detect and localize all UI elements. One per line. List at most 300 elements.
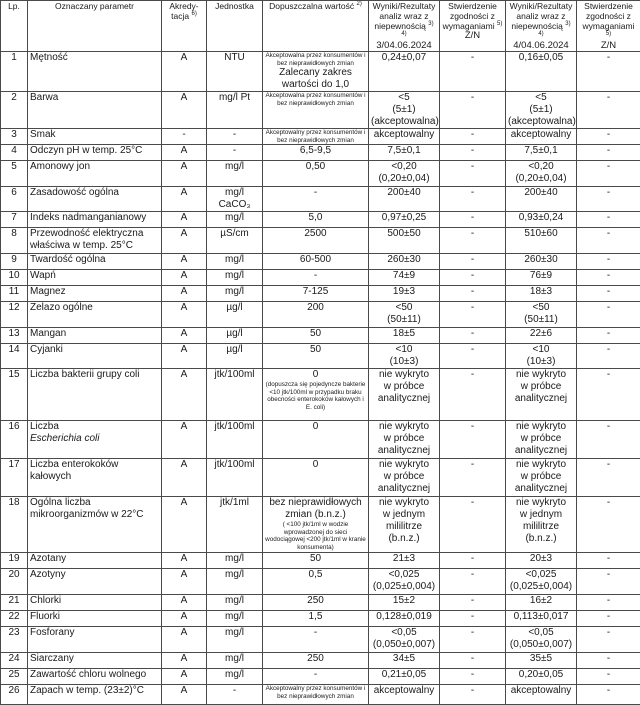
accreditation-value: A: [181, 328, 188, 339]
conformity-value: -: [607, 328, 610, 339]
conformity-value: -: [471, 685, 474, 696]
limit-value: 200: [265, 302, 366, 314]
conformity-value: -: [607, 286, 610, 297]
cell-conformity-2: [577, 187, 640, 212]
cell-conformity-1: [440, 270, 506, 286]
cell-conformity-2: [577, 553, 640, 569]
cell-parameter: [28, 129, 162, 145]
cell-result-2: [506, 145, 577, 161]
row-number: 21: [8, 595, 19, 606]
cell-unit: [207, 459, 263, 497]
cell-limit: [263, 270, 369, 286]
result-value: 74±9: [371, 270, 437, 282]
cell-accreditation: [162, 129, 207, 145]
result-value: <10: [508, 344, 574, 356]
cell-conformity-2: [577, 344, 640, 369]
result-value: 18±5: [371, 328, 437, 340]
cell-conformity-2: [577, 497, 640, 553]
cell-result-1: [369, 52, 440, 92]
limit-value: 1,5: [265, 611, 366, 623]
accreditation-value: A: [181, 497, 188, 508]
table-row: [1, 627, 640, 653]
cell-parameter: [28, 497, 162, 553]
table-row: [1, 344, 640, 369]
row-number: 22: [8, 611, 19, 622]
cell-limit: [263, 344, 369, 369]
result-value: 7,5±0,1: [371, 145, 437, 157]
accreditation-value: A: [181, 653, 188, 664]
parameter-name: Cyjanki: [30, 344, 159, 356]
cell-result-1: [369, 187, 440, 212]
accreditation-value: A: [181, 161, 188, 172]
accreditation-value: A: [181, 569, 188, 580]
unit-value: mg/l: [225, 270, 244, 281]
result-value: (5±1): [371, 104, 437, 116]
result-value: (5±1): [508, 104, 574, 116]
cell-accreditation: [162, 254, 207, 270]
result-value: (50±11): [371, 314, 437, 326]
cell-result-2: [506, 421, 577, 459]
unit-value: µg/l: [226, 328, 242, 339]
cell-lp: [1, 685, 28, 705]
result-value: (0,050±0,007): [508, 639, 574, 651]
cell-lp: [1, 421, 28, 459]
cell-conformity-1: [440, 129, 506, 145]
cell-conformity-1: [440, 161, 506, 187]
result-value: nie wykryto: [508, 421, 574, 433]
conformity-value: -: [607, 611, 610, 622]
result-value: w próbce: [371, 381, 437, 393]
cell-accreditation: [162, 569, 207, 595]
table-row: [1, 459, 640, 497]
result-value: analitycznej: [508, 445, 574, 457]
conformity-value: -: [607, 653, 610, 664]
cell-limit: [263, 254, 369, 270]
conformity-value: -: [471, 254, 474, 265]
unit-value: jtk/100ml: [214, 421, 254, 432]
result-value: (0,025±0,004): [508, 581, 574, 593]
accreditation-value: A: [181, 254, 188, 265]
unit-value: mg/l CaCO₃: [219, 187, 251, 210]
cell-accreditation: [162, 459, 207, 497]
cell-lp: [1, 254, 28, 270]
result-value: (b.n.z.): [371, 533, 437, 545]
conformity-value: -: [607, 145, 610, 156]
row-number: 8: [11, 228, 17, 239]
table-row: [1, 669, 640, 685]
parameter-name: Odczyn pH w temp. 25°C: [30, 145, 159, 157]
cell-limit: [263, 653, 369, 669]
limit-value: -: [265, 270, 366, 282]
result-value: 7,5±0,1: [508, 145, 574, 157]
unit-value: mg/l: [225, 569, 244, 580]
cell-unit: [207, 145, 263, 161]
result-value: 20±3: [508, 553, 574, 565]
cell-result-1: [369, 553, 440, 569]
unit-value: mg/l: [225, 553, 244, 564]
conformity-value: -: [607, 187, 610, 198]
conformity-value: -: [471, 369, 474, 380]
limit-value: Akceptowalna przez konsumentów i bez nieprawidłowych zmian: [265, 52, 366, 67]
cell-accreditation: [162, 52, 207, 92]
conformity-value: -: [471, 569, 474, 580]
result-value: akceptowalny: [371, 685, 437, 697]
result-value: w jednym: [508, 509, 574, 521]
accreditation-value: A: [181, 669, 188, 680]
result-value: nie wykryto: [508, 497, 574, 509]
result-value: 0,21±0,05: [371, 669, 437, 681]
table-row: [1, 369, 640, 421]
unit-value: mg/l: [225, 611, 244, 622]
cell-limit: [263, 212, 369, 228]
cell-unit: [207, 52, 263, 92]
cell-parameter: [28, 369, 162, 421]
cell-result-1: [369, 302, 440, 328]
result-value: 0,24±0,07: [371, 52, 437, 64]
cell-unit: [207, 421, 263, 459]
cell-result-2: [506, 685, 577, 705]
header-accreditation: Akredy- tacja $^{6)}$: [162, 1, 207, 52]
cell-unit: [207, 328, 263, 344]
cell-lp: [1, 228, 28, 254]
cell-result-2: [506, 302, 577, 328]
cell-conformity-1: [440, 52, 506, 92]
unit-value: mg/l: [225, 627, 244, 638]
result-value: 35±5: [508, 653, 574, 665]
cell-conformity-2: [577, 270, 640, 286]
cell-conformity-2: [577, 254, 640, 270]
cell-conformity-1: [440, 685, 506, 705]
cell-result-2: [506, 92, 577, 129]
accreditation-value: A: [181, 286, 188, 297]
table-row: [1, 685, 640, 705]
cell-lp: [1, 595, 28, 611]
table-row: [1, 52, 640, 92]
conformity-value: -: [607, 92, 610, 103]
cell-conformity-2: [577, 421, 640, 459]
result-value: w próbce: [371, 471, 437, 483]
cell-result-1: [369, 92, 440, 129]
conformity-value: -: [471, 459, 474, 470]
conformity-value: -: [471, 52, 474, 63]
limit-value: 0: [265, 421, 366, 433]
result-value: 19±3: [371, 286, 437, 298]
conformity-value: -: [607, 369, 610, 380]
result-value: 22±6: [508, 328, 574, 340]
cell-conformity-1: [440, 212, 506, 228]
cell-parameter: [28, 459, 162, 497]
cell-lp: [1, 669, 28, 685]
limit-value: Zalecany zakres wartości do 1,0: [265, 67, 366, 91]
parameter-name: Magnez: [30, 286, 159, 298]
table-row: [1, 497, 640, 553]
result-value: <0,20: [508, 161, 574, 173]
cell-unit: [207, 553, 263, 569]
cell-lp: [1, 145, 28, 161]
cell-conformity-2: [577, 595, 640, 611]
cell-accreditation: [162, 497, 207, 553]
cell-unit: [207, 92, 263, 129]
cell-conformity-1: [440, 653, 506, 669]
result-value: analitycznej: [371, 483, 437, 495]
cell-lp: [1, 270, 28, 286]
row-number: 15: [8, 369, 19, 380]
result-value: w próbce: [371, 433, 437, 445]
cell-result-1: [369, 129, 440, 145]
cell-lp: [1, 187, 28, 212]
cell-limit: [263, 129, 369, 145]
cell-result-1: [369, 161, 440, 187]
cell-unit: [207, 228, 263, 254]
cell-conformity-1: [440, 302, 506, 328]
result-value: 21±3: [371, 553, 437, 565]
parameter-name: Zapach w temp. (23±2)°C: [30, 685, 159, 697]
unit-value: -: [233, 685, 236, 696]
result-value: 34±5: [371, 653, 437, 665]
cell-conformity-2: [577, 286, 640, 302]
result-value: (0,20±0,04): [508, 173, 574, 185]
limit-value: bez nieprawidłowych: [265, 497, 366, 509]
result-value: akceptowalny: [508, 129, 574, 141]
cell-limit: [263, 421, 369, 459]
unit-value: µS/cm: [220, 228, 249, 239]
conformity-value: -: [471, 92, 474, 103]
cell-lp: [1, 286, 28, 302]
table-row: [1, 212, 640, 228]
cell-limit: [263, 302, 369, 328]
cell-conformity-2: [577, 611, 640, 627]
conformity-value: -: [471, 421, 474, 432]
row-number: 16: [8, 421, 19, 432]
cell-conformity-2: [577, 369, 640, 421]
result-value: 200±40: [508, 187, 574, 199]
cell-parameter: [28, 302, 162, 328]
limit-value: 250: [265, 653, 366, 665]
conformity-value: -: [471, 344, 474, 355]
cell-result-1: [369, 595, 440, 611]
cell-unit: [207, 611, 263, 627]
cell-result-1: [369, 344, 440, 369]
cell-result-2: [506, 228, 577, 254]
conformity-value: -: [607, 129, 610, 140]
parameter-name: Żelazo ogólne: [30, 302, 159, 314]
parameter-name: Ogólna liczba: [30, 497, 159, 509]
cell-lp: [1, 369, 28, 421]
conformity-value: -: [607, 52, 610, 63]
cell-unit: [207, 569, 263, 595]
cell-lp: [1, 129, 28, 145]
cell-unit: [207, 653, 263, 669]
cell-conformity-2: [577, 627, 640, 653]
cell-conformity-1: [440, 459, 506, 497]
table-row: [1, 187, 640, 212]
limit-value: 50: [265, 328, 366, 340]
cell-result-2: [506, 187, 577, 212]
table-row: [1, 328, 640, 344]
cell-result-2: [506, 669, 577, 685]
accreditation-value: A: [181, 627, 188, 638]
cell-accreditation: [162, 595, 207, 611]
result-value: akceptowalny: [371, 129, 437, 141]
cell-accreditation: [162, 627, 207, 653]
conformity-value: -: [607, 627, 610, 638]
sample-2-id: 4/04.06.2024: [508, 41, 574, 51]
cell-parameter: [28, 553, 162, 569]
conformity-value: -: [607, 459, 610, 470]
result-value: 15±2: [371, 595, 437, 607]
cell-accreditation: [162, 286, 207, 302]
row-number: 26: [8, 685, 19, 696]
cell-accreditation: [162, 270, 207, 286]
cell-limit: [263, 286, 369, 302]
limit-value: 0,50: [265, 161, 366, 173]
cell-limit: [263, 52, 369, 92]
result-value: (0,20±0,04): [371, 173, 437, 185]
cell-conformity-1: [440, 553, 506, 569]
cell-limit: [263, 161, 369, 187]
parameter-name: Azotany: [30, 553, 159, 565]
result-value: 0,16±0,05: [508, 52, 574, 64]
cell-result-2: [506, 627, 577, 653]
cell-conformity-1: [440, 145, 506, 161]
cell-limit: [263, 627, 369, 653]
limit-value: 5,0: [265, 212, 366, 224]
row-number: 12: [8, 302, 19, 313]
conformity-value: -: [471, 228, 474, 239]
unit-value: mg/l: [225, 595, 244, 606]
result-value: 510±60: [508, 228, 574, 240]
row-number: 25: [8, 669, 19, 680]
unit-value: mg/l: [225, 653, 244, 664]
accreditation-value: A: [181, 302, 188, 313]
accreditation-value: A: [181, 421, 188, 432]
result-value: w próbce: [508, 381, 574, 393]
limit-value: 6,5-9,5: [265, 145, 366, 157]
cell-result-1: [369, 653, 440, 669]
result-value: w próbce: [508, 433, 574, 445]
cell-result-2: [506, 569, 577, 595]
cell-accreditation: [162, 92, 207, 129]
cell-result-1: [369, 228, 440, 254]
cell-accreditation: [162, 145, 207, 161]
cell-lp: [1, 497, 28, 553]
cell-accreditation: [162, 228, 207, 254]
cell-result-1: [369, 569, 440, 595]
cell-conformity-2: [577, 52, 640, 92]
cell-parameter: [28, 653, 162, 669]
cell-conformity-1: [440, 421, 506, 459]
cell-parameter: [28, 344, 162, 369]
cell-conformity-1: [440, 595, 506, 611]
conformity-value: -: [471, 611, 474, 622]
cell-result-1: [369, 627, 440, 653]
cell-accreditation: [162, 669, 207, 685]
cell-parameter: [28, 328, 162, 344]
cell-limit: [263, 553, 369, 569]
result-value: (10±3): [508, 356, 574, 368]
parameter-name: Escherichia coli: [30, 433, 159, 445]
limit-value: 2500: [265, 228, 366, 240]
limit-value: 50: [265, 553, 366, 565]
conformity-value: -: [607, 344, 610, 355]
parameter-name: Barwa: [30, 92, 159, 104]
cell-result-1: [369, 212, 440, 228]
result-value: analitycznej: [371, 445, 437, 457]
parameter-name: Amonowy jon: [30, 161, 159, 173]
result-value: akceptowalny: [508, 685, 574, 697]
cell-unit: [207, 212, 263, 228]
conformity-value: -: [471, 286, 474, 297]
cell-accreditation: [162, 328, 207, 344]
conformity-value: -: [607, 595, 610, 606]
parameter-name: Zasadowość ogólna: [30, 187, 159, 199]
cell-lp: [1, 611, 28, 627]
cell-parameter: [28, 627, 162, 653]
result-value: <50: [371, 302, 437, 314]
table-row: [1, 653, 640, 669]
accreditation-value: A: [181, 187, 188, 198]
cell-unit: [207, 369, 263, 421]
result-value: analitycznej: [508, 483, 574, 495]
result-value: (10±3): [371, 356, 437, 368]
cell-limit: [263, 228, 369, 254]
result-value: nie wykryto: [371, 369, 437, 381]
unit-value: -: [233, 129, 236, 140]
conformity-value: -: [607, 302, 610, 313]
cell-lp: [1, 302, 28, 328]
result-value: nie wykryto: [371, 459, 437, 471]
conformity-value: -: [607, 685, 610, 696]
cell-parameter: [28, 270, 162, 286]
result-value: 260±30: [508, 254, 574, 266]
cell-conformity-2: [577, 228, 640, 254]
limit-value: 7-125: [265, 286, 366, 298]
result-value: (b.n.z.): [508, 533, 574, 545]
cell-conformity-2: [577, 685, 640, 705]
result-value: 0,113±0,017: [508, 611, 574, 623]
parameter-name: Smak: [30, 129, 159, 141]
parameter-name: Fosforany: [30, 627, 159, 639]
table-row: [1, 161, 640, 187]
cell-conformity-1: [440, 669, 506, 685]
cell-result-2: [506, 595, 577, 611]
result-value: nie wykryto: [508, 459, 574, 471]
parameter-name: Chlorki: [30, 595, 159, 607]
cell-result-2: [506, 129, 577, 145]
cell-result-2: [506, 344, 577, 369]
header-results-1: Wyniki/Rezultaty analiz wraz z niepewnością $^{3) 4)}$ 3/04.06.2024: [369, 1, 440, 52]
conformity-value: -: [471, 497, 474, 508]
cell-parameter: [28, 254, 162, 270]
header-results-2: Wyniki/Rezultaty analiz wraz z niepewnością $^{3) 4)}$ 4/04.06.2024: [506, 1, 577, 52]
table-row: [1, 611, 640, 627]
result-value: w próbce: [508, 471, 574, 483]
cell-unit: [207, 286, 263, 302]
result-value: 500±50: [371, 228, 437, 240]
row-number: 1: [11, 52, 17, 63]
cell-result-1: [369, 254, 440, 270]
cell-result-2: [506, 52, 577, 92]
cell-result-2: [506, 653, 577, 669]
cell-parameter: [28, 669, 162, 685]
cell-unit: [207, 595, 263, 611]
cell-accreditation: [162, 344, 207, 369]
cell-result-2: [506, 328, 577, 344]
table-header: [1, 1, 640, 52]
row-number: 4: [11, 145, 17, 156]
parameter-name: Liczba bakterii grupy coli: [30, 369, 159, 381]
limit-value: -: [265, 669, 366, 681]
